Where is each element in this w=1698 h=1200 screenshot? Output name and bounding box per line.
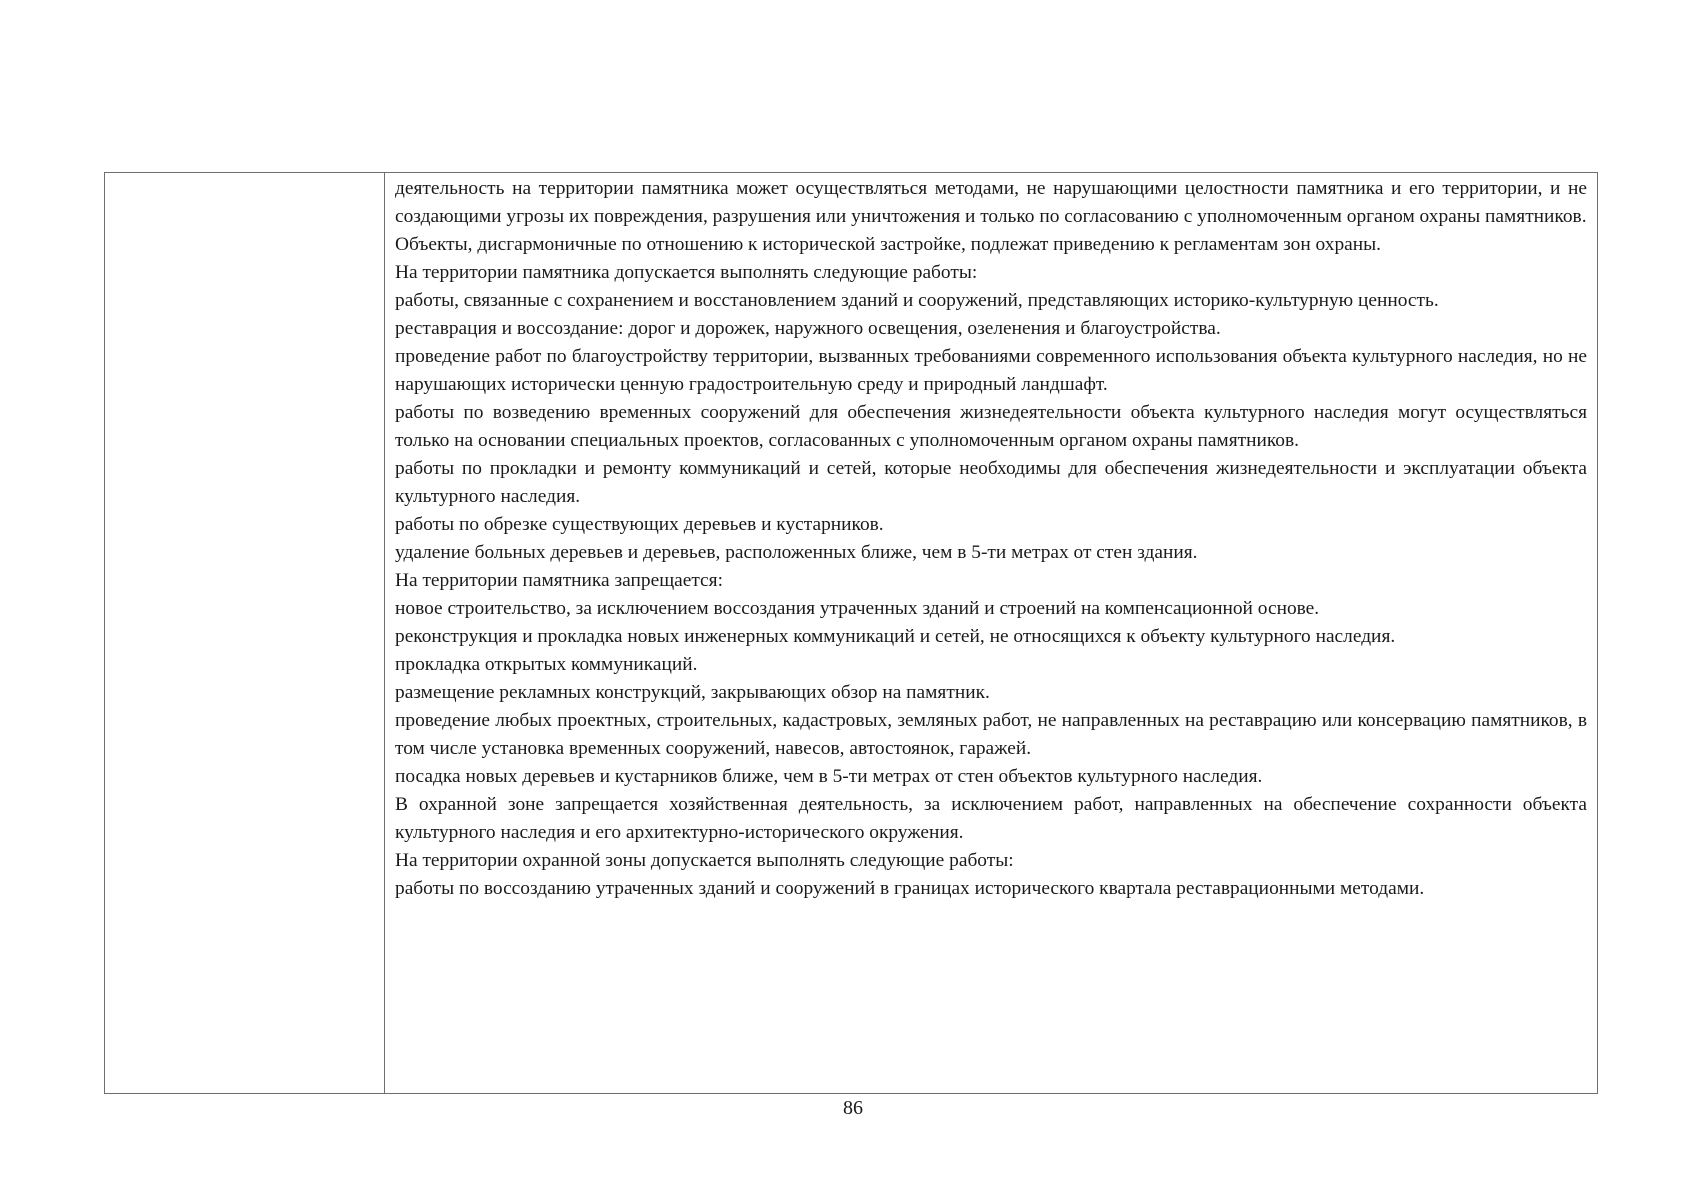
table-right-cell bbox=[385, 173, 1597, 1093]
page-number: 86 bbox=[843, 1097, 863, 1119]
paragraph: прокладка открытых коммуникаций. bbox=[395, 654, 698, 675]
paragraph: В охранной зоне запрещается хозяйственная деятельность, за исключением работ, направленных на обеспечение сохранности объекта культурного наследия и его архитектурно-исторического окружения. bbox=[395, 794, 1587, 843]
paragraph: посадка новых деревьев и кустарников ближе, чем в 5-ти метрах от стен объектов культурного наследия. bbox=[395, 766, 1263, 787]
regulation-table bbox=[104, 172, 1598, 1094]
paragraph: На территории памятника запрещается: bbox=[395, 570, 723, 591]
paragraph: деятельность на территории памятника может осуществляться методами, не нарушающими целостности памятника и его территории, и не создающими угрозы их повреждения, разрушения или уничтожения и только по согласованию с уполномоченным органом охраны памятников. bbox=[395, 178, 1587, 227]
paragraph: На территории охранной зоны допускается выполнять следующие работы: bbox=[395, 850, 1014, 871]
paragraph: работы, связанные с сохранением и восстановлением зданий и сооружений, представляющих историко-культурную ценность. bbox=[395, 290, 1439, 311]
paragraph: Объекты, дисгармоничные по отношению к исторической застройке, подлежат приведению к регламентам зон охраны. bbox=[395, 234, 1382, 255]
paragraph: удаление больных деревьев и деревьев, расположенных ближе, чем в 5-ти метрах от стен здания. bbox=[395, 542, 1198, 563]
paragraph: реконструкция и прокладка новых инженерных коммуникаций и сетей, не относящихся к объекту культурного наследия. bbox=[395, 626, 1396, 647]
paragraph: реставрация и воссоздание: дорог и дорожек, наружного освещения, озеленения и благоустройства. bbox=[395, 318, 1221, 339]
paragraph: работы по возведению временных сооружений для обеспечения жизнедеятельности объекта культурного наследия могут осуществляться только на основании специальных проектов, согласованных с уполномоченным органом охраны памятников. bbox=[395, 402, 1587, 451]
paragraph: проведение любых проектных, строительных, кадастровых, земляных работ, не направленных на реставрацию или консервацию памятников, в том числе установка временных сооружений, навесов, автостоянок, гаражей. bbox=[395, 710, 1587, 759]
paragraph: работы по обрезке существующих деревьев и кустарников. bbox=[395, 514, 884, 535]
paragraph: размещение рекламных конструкций, закрывающих обзор на памятник. bbox=[395, 682, 990, 703]
paragraph: На территории памятника допускается выполнять следующие работы: bbox=[395, 262, 978, 283]
paragraph: новое строительство, за исключением воссоздания утраченных зданий и строений на компенсационной основе. bbox=[395, 598, 1320, 619]
table-left-cell bbox=[105, 173, 385, 1093]
paragraph: проведение работ по благоустройству территории, вызванных требованиями современного использования объекта культурного наследия, но не нарушающих исторически ценную градостроительную среду и природный ландшафт. bbox=[395, 346, 1587, 395]
paragraph: работы по прокладки и ремонту коммуникаций и сетей, которые необходимы для обеспечения жизнедеятельности и эксплуатации объекта культурного наследия. bbox=[395, 458, 1587, 507]
paragraph: работы по воссозданию утраченных зданий и сооружений в границах исторического квартала реставрационными методами. bbox=[395, 878, 1425, 899]
